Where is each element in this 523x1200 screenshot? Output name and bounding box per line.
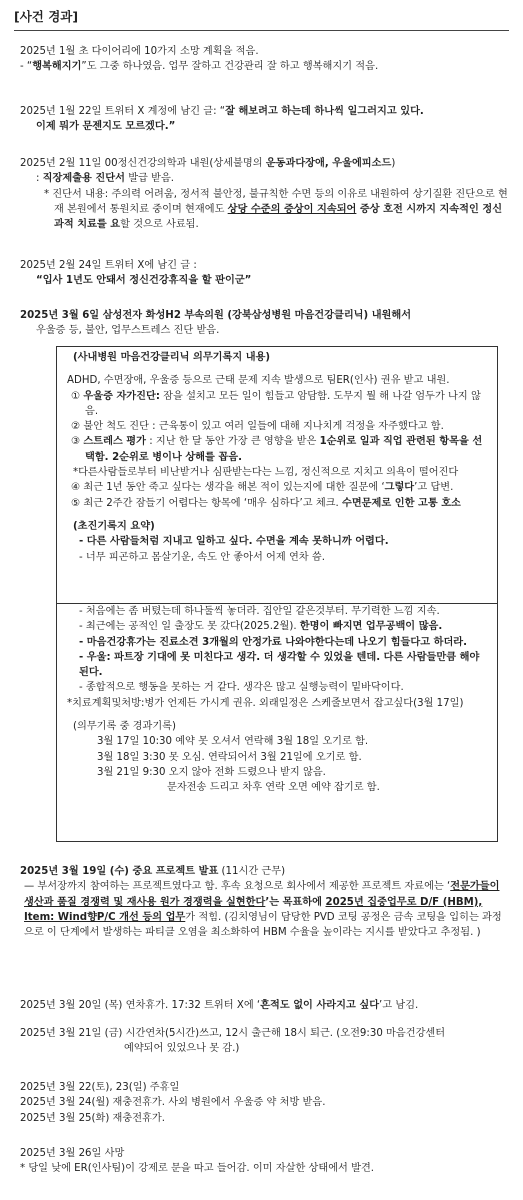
record-item: ① 우울증 자가진단: 잠을 설치고 모든 일이 힘들고 암담함. 도무지 뭘 해 나갈 엄두가 나지 않음. <box>71 390 481 417</box>
event-feb11-clinic: 2025년 2월 11일 00정신건강의학과 내원(상세불명의 운동과다장애, 우울에피소드) : 직장제출용 진단서 발급 받음. * 진단서 내용: 주의력 어려움, 정서적 불안정, 불규칙한 수면 등의 이유로 내원하여 상기질환 진단으로 현재 본원에서 통원치료 중이며 현재에도 상당 수준의 증상이 지속되어 증상 호전 시까지 지속적인 정신과적 치료를 요할 것으로 사료됨. <box>20 156 508 232</box>
record-item: ③ 스트레스 평가 : 지난 한 달 동안 가장 큰 영향을 받은 1순위로 일과 직업 관련된 항목을 선택함. 2순위로 병이나 상해를 꼽음. <box>71 436 483 463</box>
summary-title: (초진기록지 요약) <box>73 520 155 532</box>
medical-record-box: (사내병원 마음건강클리닉 의무기록지 내용) ADHD, 수면장애, 우울증 등으로 근태 문제 지속 발생으로 팀ER(인사) 권유 받고 내원. ① 우울증 자가진단: 잠을 설치고 모든 일이 힘들고 암담함. 도무지 뭘 해 나갈 엄두가 나지 않음. ② 불안 척도 진단 : 근육통이 있고 여러 일들에 대해 지나치게 걱정을 자주했다고 함. ③ 스트레스 평가 : 지난 한 달 동안 가장 큰 영향을 받은 1순위로 일과 직업 관련된 항목을 선택함. 2순위로 병이나 상해를 꼽음. *다른사람들로부터 비난받거나 심판받는다는 느낌, 정신적으로 지치고 의욕이 떨어진다 ④ 최근 1년 동안 죽고 싶다는 생각을 해본 적이 있는지에 대한 질문에 ‘그렇다’고 답변. ⑤ 최근 2주간 잠들기 어렵다는 항목에 ‘매우 심하다’고 체크. 수면문제로 인한 고통 호소 (초진기록지 요약) - 다른 사람들처럼 지내고 일하고 싶다. 수면을 계속 못하니까 어렵다. - 너무 피곤하고 몸살기운, 속도 안 좋아서 어제 연차 씀. <box>56 346 498 604</box>
progress-record-title: (의무기록 중 경과기록) <box>73 721 176 733</box>
record-item: ④ 최근 1년 동안 죽고 싶다는 생각을 해본 적이 있는지에 대한 질문에 ‘그렇다’고 답변. <box>71 482 454 494</box>
medical-record-box-continued: - 처음에는 좀 버텼는데 하나둘씩 놓더라. 집안일 같은것부터. 무기력한 느낌 지속. - 최근에는 공적인 일 출장도 못 갔다(2025.2월). 한명이 빠지면 업무공백이 많음. - 마음건강휴가는 진료소견 3개월의 안정가료 나와야한다는데 나오기 힘들다고 하더라. - 우울: 파트장 기대에 못 미친다고 생각. 더 생각할 수 있었을 텐데. 다른 사람들만큼 해야 된다. - 종합적으로 행동을 못하는 거 같다. 생각은 많고 실행능력이 밑바닥이다. *치료계획및처방:병가 언제든 가시게 권유. 외래일정은 스케줄보면서 잡고싶다(3월 17일) (의무기록 중 경과기록) 3월 17일 10:30 예약 못 오셔서 연락해 3월 18일 오기로 함. 3월 18일 3:30 못 오심. 연락되어서 3월 21일에 오기로 함. 3월 21일 9:30 오지 않아 전화 드렸으나 받지 않음. 문자전송 드리고 차후 연락 오면 예약 잡기로 함. <box>56 604 498 842</box>
diagnosis-note: * 진단서 내용: 주의력 어려움, 정서적 불안정, 불규칙한 수면 등의 이유로 내원하여 상기질환 진단으로 현재 본원에서 통원치료 중이며 현재에도 상당 수준의 증상이 지속되어 증상 호전 시까지 지속적인 정신과적 치료를 요할 것으로 사료됨. <box>44 188 508 231</box>
event-text: 2025년 1월 초 다이어리에 10가지 소망 계획을 적음. <box>20 46 259 57</box>
section-heading: [사건 경과] <box>14 8 509 31</box>
event-mar20-tweet: 2025년 3월 20일 (목) 연차휴가. 17:32 트위터 X에 ‘흔적도 없이 사라지고 싶다’고 남김. <box>20 1000 419 1011</box>
event-jan22-tweet: 2025년 1월 22일 트위터 X 계정에 남긴 글: “잘 해보려고 하는데 하나씩 일그러지고 있다. 이제 뭐가 문젠지도 모르겠다.” <box>20 106 424 133</box>
event-jan-plan <box>20 44 508 75</box>
event-mar22-25: 2025년 3월 22(토), 23(일) 주휴일 2025년 3월 24(월) 재충전휴가. 사외 병원에서 우울증 약 처방 받음. 2025년 3월 25(화) 재충전휴가. <box>20 1082 326 1124</box>
record-item: ⑤ 최근 2주간 잠들기 어렵다는 항목에 ‘매우 심하다’고 체크. 수면문제로 인한 고통 호소 <box>71 497 461 509</box>
event-mar26: 2025년 3월 26일 사망 * 당일 낮에 ER(인사팀)이 강제로 문을 따고 들어감. 이미 자살한 상태에서 발견. <box>20 1148 375 1175</box>
box-title: (사내병원 마음건강클리닉 의무기록지 내용) <box>73 352 271 363</box>
event-feb24-tweet: 2025년 2월 24일 트위터 X에 남긴 글 : “입사 1년도 안돼서 정신건강휴직을 할 판이군” <box>20 260 252 287</box>
event-mar6-clinic: 2025년 3월 6일 삼성전자 화성H2 부속의원 (강북삼성병원 마음건강클리닉) 내원해서 우울증 등, 불안, 업무스트레스 진단 받음. <box>20 310 412 337</box>
event-mar19-presentation: 2025년 3월 19일 (수) 중요 프로젝트 발표 (11시간 근무) — 부서장까지 참여하는 프로젝트였다고 함. 후속 요청으로 회사에서 제공한 프로젝트 자료에는 ‘전문가들이 생산과 품질 경쟁력 및 재사용 원가 경쟁력을 실현한다’는 목표하에 2025년 집중업무로 D/F (HBM), Item: Wind향P/C 개선 등의 업무가 적힘. (김치영님이 담당한 PVD 코팅 공정은 금속 코팅을 입히는 과정으로 이 단계에서 발생하는 파티클 오염을 최소화하여 HBM 수율을 높이라는 지시를 받았다고 추정됨. ) <box>20 866 502 939</box>
event-mar21: 2025년 3월 21일 (금) 시간연차(5시간)쓰고, 12시 출근해 18시 퇴근. (오전9:30 마음건강센터 예약되어 있었으나 못 감.) <box>20 1028 446 1055</box>
event-subtext: - “행복해지기”도 그중 하나였음. 업무 잘하고 건강관리 잘 하고 행복해지기 적음. <box>20 61 379 73</box>
record-item: ② 불안 척도 진단 : 근육통이 있고 여러 일들에 대해 지나치게 걱정을 자주했다고 함. <box>71 421 444 433</box>
